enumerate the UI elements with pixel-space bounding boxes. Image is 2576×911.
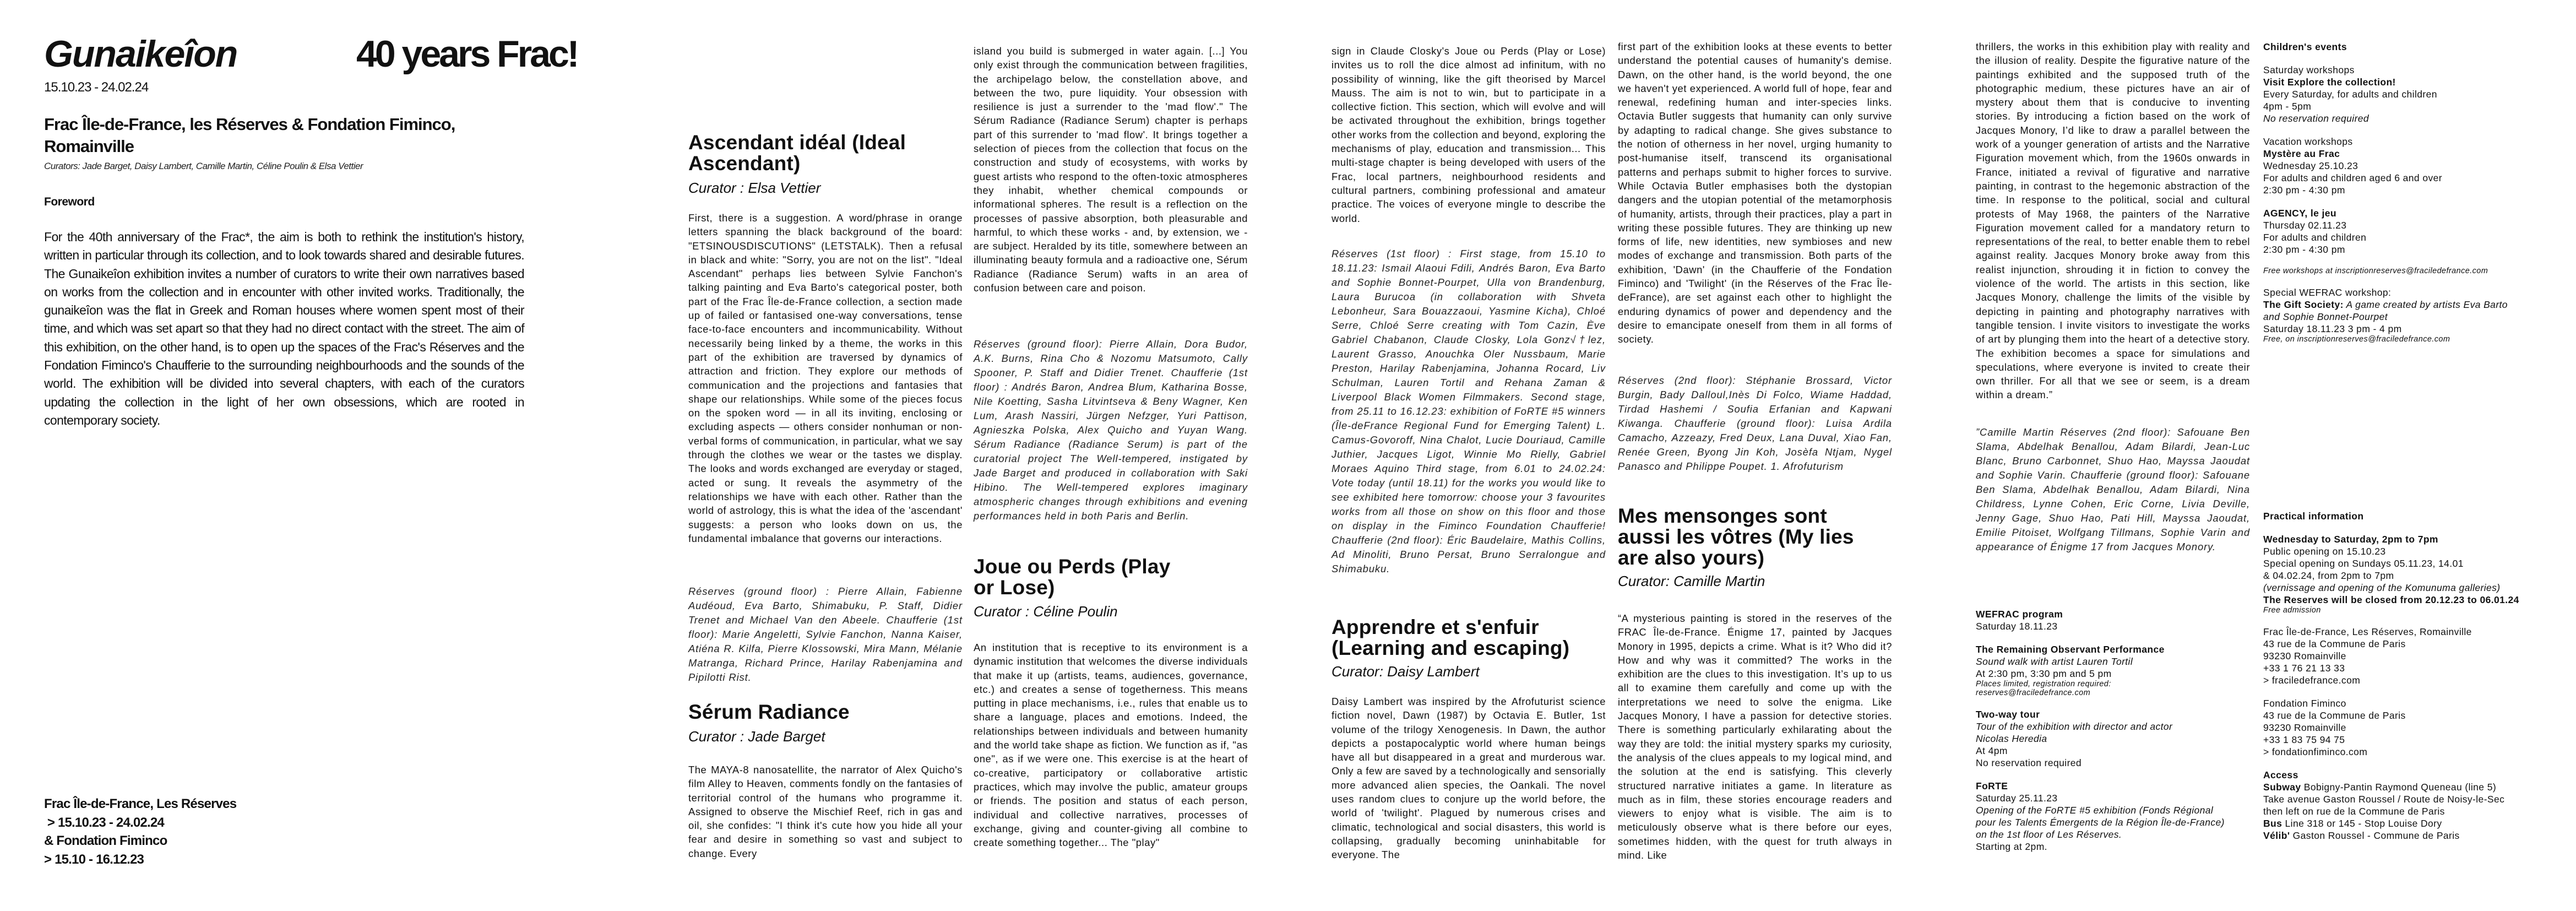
saturday-workshop-name: Visit Explore the collection! xyxy=(2263,77,2396,88)
section-heading-serum: Sérum Radiance xyxy=(688,701,850,723)
practical-information xyxy=(2263,510,2550,842)
venue-dates-footer xyxy=(44,795,236,869)
section-text-mensonges-1: “A mysterious painting is stored in the reserves of the FRAC Île-de-France. Énigme 17, painted by Jacques Monory in 1995, depicts a crime. What is it? Who did it? How and why was it committed? The works in the exhibition are the clues to this investigation. It’s up to us all to examine them carefully and come up with the interpretations we need to solve the enigma. Like Jacques Monory, I have a passion for detective stories. There is something particularly exhilarating about the way they are told: the initial mystery sparks my curiosity, the analysis of the clues appeals to my logical mind, and the solution at the end is satisfying. This cleverly structured narrative initiates a game. In literature as much as in film, these stories encourage readers and viewers to enjoy what is visible. The aim is to meticulously observe what is there before our eyes, sometimes hidden, with the quest for truth always in mind. Like xyxy=(1618,612,1892,861)
section-text-joue-2: sign in Claude Closky's Joue ou Perds (Play or Lose) invites us to roll the dice almost ad infinitum, with no possibility of winning, like the gift theorised by Marcel Mauss. The aim is not to win, but to participate in a collective fiction. This section, which will evolve and will be activated throughout the exhibition, brings together other works from the collection and beyond, exploring the mechanisms of play, education and transmission... This multi-stage chapter is being developed with users of the Frac, local partners, neighbourhood residents and cultural partners, combining professional and amateur practice. The voices of everyone mingle to describe the world. xyxy=(1332,45,1606,224)
gift-society-email-link[interactable]: Free, on inscriptionreserves@fraciledefrance.com xyxy=(2263,335,2450,344)
section-text-serum-2: island you build is submerged in water again. [...] You only exist through the communication between fragilities, the archipelago below, the constellation above, and between the two, pure liquidity. Your obsession with resilience is just a surrender to the 'mad flow'." The Sérum Radiance (Radiance Serum) chapter is perhaps part of this surrender to 'mad flow'. It brings together a selection of pieces from the collection that focus on the construction and study of ecosystems, with works by guest artists who respond to the often-toxic atmospheres they inhabit, whether chemical compounds or informational spheres. The result is a reflection on the processes of passive absorption, both pleasurable and harmful, to which these works - and, by extension, we - are subject. Heralded by its title, somewhere between an illuminating beauty formula and a radioactive one, Sérum Radiance (Radiance Serum) wafts in an area of confusion between care and poison. xyxy=(974,45,1248,294)
agency-time: 2:30 pm - 4:30 pm xyxy=(2263,244,2345,255)
section-heading-ascendant: Ascendant idéal (Ideal Ascendant) xyxy=(688,131,906,175)
tour-time: At 4pm xyxy=(1976,745,2008,756)
forte-description: pour les Talents Émergents de la Région Île-de-France) xyxy=(1976,817,2225,828)
forte-time: Starting at 2pm. xyxy=(1976,841,2047,852)
gift-society-time: Saturday 18.11.23 3 pm - 4 pm xyxy=(2263,323,2402,334)
performance-subtitle: Sound walk with artist Lauren Tortil xyxy=(1976,656,2133,667)
frac-website-link[interactable]: > fraciledefrance.com xyxy=(2263,675,2361,686)
agency-audience: For adults and children xyxy=(2263,232,2367,243)
fiminco-street: 43 rue de la Commune de Paris xyxy=(2263,710,2406,721)
wefrac-title: WEFRAC program xyxy=(1976,609,2063,620)
saturday-workshop-when: Every Saturday, for adults and children xyxy=(2263,89,2437,100)
wefrac-program xyxy=(1976,608,2250,853)
artist-credits-ascendant: Réserves (ground floor) : Pierre Allain, Fabienne Audéoud, Eva Barto, Shimabuku, P. Staff, Didier Trenet and Michael Van den Abeele. Chaufferie (1st floor): Marie Angeletti, Sylvie Fanchon, Nanna Kaiser, Atiéna R. Kilfa, Pierre Klossowski, Mira Mann, Mélanie Matranga, Richard Prince, Harilay Rabenjamina and Pipilotti Rist. xyxy=(688,585,963,683)
subway-label: Subway xyxy=(2263,782,2301,793)
performance-title: The Remaining Observant Performance xyxy=(1976,644,2165,655)
agency-name: AGENCY, le jeu xyxy=(2263,208,2336,219)
venue-heading: Frac Île-de-France, les Réserves & Fondation Fiminco, Romainville xyxy=(44,115,455,156)
tour-guide: Nicolas Heredia xyxy=(1976,733,2047,744)
footer-line: > 15.10.23 - 24.02.24 xyxy=(44,815,164,830)
gift-society-desc: A game created by artists Eva Barto xyxy=(2343,299,2508,310)
frac-phone[interactable]: +33 1 76 21 13 33 xyxy=(2263,663,2345,674)
fiminco-address-name: Fondation Fiminco xyxy=(2263,698,2346,709)
frac-street: 43 rue de la Commune de Paris xyxy=(2263,638,2406,649)
access-title: Access xyxy=(2263,769,2298,780)
section-text-joue-1: An institution that is receptive to its environment is a dynamic institution that welcomes the diverse individuals that make it up (artists, teams, audiences, governance, etc.) and creates a sense of togetherness. This means putting in place mechanisms, i.e., rules that enable us to share a language, places and emotions. Indeed, the relationships between individuals and between humanity and the world take shape as fiction. We function as if, "as one", as if we were one. This exercise is at the heart of co-creative, participatory or collaborative artistic practices, which may involve the public, amateur groups or friends. The position and status of each person, individual and collective narratives, processes of exchange, giving and counter-giving all combine to create something together... The "play" xyxy=(974,642,1248,849)
special-opening-cont: & 04.02.24, from 2pm to 7pm xyxy=(2263,570,2394,581)
vacation-workshop-time: 2:30 pm - 4:30 pm xyxy=(2263,185,2345,196)
free-workshops-email-link[interactable]: Free workshops at inscriptionreserves@fraciledefrance.com xyxy=(2263,267,2488,275)
wefrac-date: Saturday 18.11.23 xyxy=(1976,621,2058,632)
curator-mensonges: Curator: Camille Martin xyxy=(1618,573,1765,589)
vacation-workshops-title: Vacation workshops xyxy=(2263,136,2353,147)
childrens-events xyxy=(2263,41,2539,344)
velib-label: Vélib' xyxy=(2263,830,2290,841)
special-workshop-title: Special WEFRAC workshop: xyxy=(2263,287,2392,298)
saturday-workshop-time: 4pm - 5pm xyxy=(2263,101,2312,112)
section-text-apprendre-1: Daisy Lambert was inspired by the Afrofuturist science fiction novel, Dawn (1987) by Octavia E. Butler, 1st volume of the trilogy Xenogenesis. In Dawn, the author depicts a postapocalyptic world where human beings have all but disappeared in a great and murderous war. Only a few are saved by a technologically and sensorially more advanced alien species, the Oankali. The novel uses random clues to conjure up the world before, the world of 'twilight'. Plagued by numerous crises and climatic, technological and social disasters, this world is collapsing, gradually becoming uninhabitable for everyone. The xyxy=(1332,696,1606,861)
public-opening: Public opening on 15.10.23 xyxy=(2263,546,2386,557)
footer-line: > 15.10 - 16.12.23 xyxy=(44,852,144,867)
forte-description: on the 1st floor of Les Réserves. xyxy=(1976,829,2122,840)
foreword-heading: Foreword xyxy=(44,196,95,208)
saturday-workshops-title: Saturday workshops xyxy=(2263,64,2355,75)
frac-city: 93230 Romainville xyxy=(2263,650,2346,661)
exhibition-dates: 15.10.23 - 24.02.24 xyxy=(44,80,149,95)
curator-joue: Curator : Céline Poulin xyxy=(974,603,1118,620)
vacation-workshop-name: Mystère au Frac xyxy=(2263,148,2340,159)
artist-credits-mensonges: ”Camille Martin Réserves (2nd floor): Safouane Ben Slama, Abdelhak Benallou, Adam Bilardi, Jean-Luc Blanc, Bruno Carbonnet, Shuo Hao, Mayssa Jaoudat and Sophie Varin. Chaufferie (ground floor): Safouane Ben Slama, Abdelhak Benallou, Adam Bilardi, Nina Childress, Lynne Cohen, Eric Corne, Livia Deville, Jenny Gage, Shuo Hao, Pati Hill, Mayssa Jaoudat, Emilie Pitoiset, Wolfgang Tillmans, Sophie Varin and appearance of Énigme 17 from Jacques Monory. xyxy=(1976,426,2250,552)
tour-title: Two-way tour xyxy=(1976,709,2040,720)
forte-title: FoRTE xyxy=(1976,780,2008,791)
artist-credits-apprendre: Réserves (2nd floor): Stéphanie Brossard, Victor Burgin, Bady Dalloul,Inès Di Folco, Wiame Haddad, Tirdad Hashemi / Soufia Erfanian and Kapwani Kiwanga. Chaufferie (ground floor): Luisa Ardila Camacho, Azzeazy, Fred Deux, Lana Duval, Xiao Fan, Renée Green, Byong Jin Koh, Josèfa Ntjam, Nygel Panasco and Philippe Poupet. 1. Afrofuturism xyxy=(1618,375,1892,472)
curator-serum: Curator : Jade Barget xyxy=(688,728,825,745)
section-heading-joue: Joue ou Perds (Play or Lose) xyxy=(974,555,1171,599)
performance-time: At 2:30 pm, 3:30 pm and 5 pm xyxy=(1976,668,2112,679)
tour-subtitle: Tour of the exhibition with director and actor xyxy=(1976,721,2173,732)
artist-credits-joue: Réserves (1st floor) : First stage, from 15.10 to 18.11.23: Ismail Alaoui Fdili, Andrés Baron, Eva Barto and Sophie Bonnet-Pourpet, Ulla von Brandenburg, Laura Burucoa (in collaboration with Shveta Lebonheur, Sara Bouazzaoui, Yasmine Kicha), Chloé Serre, Chloé Serre creating with Tom Cazin, Ève Gabriel Chabanon, Claude Closky, Lola Gonz√†lez, Laurent Grasso, Anouchka Oler Nussbaum, Marie Preston, Harilay Rabenjamina, Johanna Rocard, Liv Schulman, Lauren Tortil and Rehana Zaman & Liverpool Black Women Filmmakers. Second stage, from 25.11 to 16.12.23: exhibition of FoRTE #5 winners (Île-deFrance Regional Fund for Emerging Talent) L. Camus-Govoroff, Nina Chalot, Lucie Douriaud, Camille Juthier, Jacques Ligot, Winnie Mo Rielly, Gabriel Moraes Aquino Third stage, from 6.01 to 24.02.24: Vote today (until 18.11) for the works you would like to see exhibited here tomorrow: choose your 3 favourites works from all those on show on this floor and those on display in the Fiminco Foundation Chaufferie! Chaufferie (2nd floor): Éric Baudelaire, Mathis Collins, Ad Minoliti, Bruno Persat, Bruno Serralongue and Shimabuku. xyxy=(1332,248,1606,574)
section-heading-apprendre: Apprendre et s'enfuir (Learning and escaping) xyxy=(1332,616,1570,659)
exhibition-subtitle: 40 years Frac! xyxy=(356,33,578,75)
vacation-workshop-date: Wednesday 25.10.23 xyxy=(2263,160,2358,171)
vacation-workshop-audience: For adults and children aged 6 and over xyxy=(2263,172,2442,183)
footer-line: Frac Île-de-France, Les Réserves xyxy=(44,796,237,811)
agency-date: Thursday 02.11.23 xyxy=(2263,220,2347,231)
section-text-serum-1: The MAYA-8 nanosatellite, the narrator of Alex Quicho's film Alley to Heaven, comments fondly on the fantasies of territorial control of the humans who programme it. Assigned to observe the Mischief Reef, rich in gas and oil, she confides: "I think it's cute how you hide all your fear and desire in something so vast and subject to change. Every xyxy=(688,764,963,859)
practical-info-title: Practical information xyxy=(2263,511,2364,522)
forte-date: Saturday 25.11.23 xyxy=(1976,793,2058,804)
closure-note: The Reserves will be closed from 20.12.23 to 06.01.24 xyxy=(2263,594,2519,605)
artist-credits-serum: Réserves (ground floor): Pierre Allain, Dora Budor, A.K. Burns, Rina Cho & Nozomu Matsumoto, Cally Spooner, P. Staff and Didier Trenet. Chaufferie (1st floor) : Andrés Baron, Andrea Blum, Katharina Bosse, Nile Koetting, Sasha Litvintseva & Beny Wagner, Ken Lum, Arash Nassiri, Jürgen Nefzger, Yuri Pattison, Agnieszka Polska, Alex Quicho and Yuyan Wang. Sérum Radiance (Radiance Serum) is part of the curatorial project The Well-tempered, instigated by Jade Barget and produced in collaboration with Saki Hibino. The Well-tempered explores imaginary atmospheric changes through exhibitions and evening performances held in both Paris and Berlin. xyxy=(974,338,1248,522)
special-opening: Special opening on Sundays 05.11.23, 14.01 xyxy=(2263,558,2464,569)
admission-note: Free admission xyxy=(2263,606,2321,615)
opening-hours: Wednesday to Saturday, 2pm to 7pm xyxy=(2263,534,2438,545)
footer-line: & Fondation Fiminco xyxy=(44,833,167,848)
saturday-workshop-note: No reservation required xyxy=(2263,113,2370,124)
fiminco-city: 93230 Romainville xyxy=(2263,722,2346,733)
registration-email-link[interactable]: reserves@fraciledefrance.com xyxy=(1976,688,2091,697)
fiminco-website-link[interactable]: > fondationfiminco.com xyxy=(2263,746,2368,757)
curator-apprendre: Curator: Daisy Lambert xyxy=(1332,663,1480,680)
gift-society-name: The Gift Society: xyxy=(2263,299,2344,310)
foreword-text: For the 40th anniversary of the Frac*, the aim is both to rethink the institution's history, written in particular through its collection, and to look towards shared and desirable futures. The Gunaikeîon exhibition invites a number of curators to write their own narratives based on works from the collection and in encounter with other invited works. Traditionally, the gunaikeîon was the flat in Greek and Roman houses where women spent most of their time, and which was set apart so that they had no direct contact with the street. The aim of this exhibition, on the other hand, is to open up the spaces of the Frac's Réserves and the Fondation Fiminco's Chaufferie to the surrounding neighbourhoods and the sounds of the world. The exhibition will be divided into several chapters, with each of the curators updating the collection in the light of her own obsessions, which are rooted in contemporary society. xyxy=(44,230,524,427)
tour-note: No reservation required xyxy=(1976,757,2082,768)
bus-label: Bus xyxy=(2263,818,2282,829)
section-text-ascendant: First, there is a suggestion. A word/phrase in orange letters spanning the black background of the board: "ETSINOUSDISCUTIONS" (LETSTALK). Then a refusal in black and white: "Sorry, you are not on the list". "Ideal Ascendant" perhaps lies between Sylvie Fanchon's talking painting and Eva Barto's categorical poster, both part of the Frac Île-de-France collection, a section made up of failed or fantasised one-way conversations, tense face-to-face encounters and incommunicability. Without necessarily being linked by a theme, the works in this part of the exhibition are traversed by dynamics of attraction and friction. They explore our methods of communication and the projections and fantasies that shape our relationships. While some of the pieces focus on the spoken word — in all its inviting, enclosing or excluding aspects — others consider nonhuman or non-verbal forms of communication, in particular, what we say through the clothes we wear or the tastes we display. The looks and words exchanged are everyday or staged, acted or sung. It reveals the asymmetry of the relationships we have with each other. Rather than the world of astrology, this is what the idea of the 'ascendant' suggests: a person who looks down on us, the fundamental imbalance that governs our interactions. xyxy=(688,212,963,544)
curator-ascendant: Curator : Elsa Vettier xyxy=(688,180,821,196)
bus-info: Line 318 or 145 - Stop Louise Dory xyxy=(2282,818,2442,829)
exhibition-title: Gunaikeîon xyxy=(44,33,237,75)
section-heading-mensonges: Mes mensonges sont aussi les vôtres (My lies are also yours) xyxy=(1618,505,1854,569)
section-text-apprendre-2: first part of the exhibition looks at these events to better understand the potential causes of humanity's demise. Dawn, on the other hand, is the world beyond, the one we haven't yet experienced. A world full of hope, fear and renewal, redefining human and inter-species links. Octavia Butler suggests that humanity can only survive by adapting to radical change. She gives substance to the notion of otherness in her novel, urging humanity to post-humanise itself, transcend its organisational patterns and perhaps submit to higher forces to survive. While Octavia Butler emphasises both the dystopian dangers and the utopian potential of the metamorphosis of humanity, artists, through their practices, play a part in writing these possible futures. They are thinking up new forms of life, new identities, new symbioses and new modes of exchange and transmission. Both parts of the exhibition, 'Dawn' (in the Chaufferie of the Fondation Fiminco) and 'Twilight' (in the Réserves of the Frac Île-deFrance), are set against each other to highlight the enduring dynamics of power and dependency and the desire to emancipate oneself from them in all forms of society. xyxy=(1618,41,1892,345)
fiminco-phone[interactable]: +33 1 83 75 94 75 xyxy=(2263,734,2345,745)
children-events-title: Children's events xyxy=(2263,41,2347,52)
frac-address-name: Frac Île-de-France, Les Réserves, Romainville xyxy=(2263,626,2472,637)
vernissage-note: (vernissage and opening of the Komunuma galleries) xyxy=(2263,582,2501,593)
subway-directions: then left on rue de la Commune de Paris xyxy=(2263,806,2445,817)
performance-note: Places limited, registration required: xyxy=(1976,680,2111,688)
velib-info: Gaston Roussel - Commune de Paris xyxy=(2290,830,2460,841)
subway-directions: Take avenue Gaston Roussel / Route de Noisy-le-Sec xyxy=(2263,794,2505,805)
forte-description: Opening of the FoRTE #5 exhibition (Fonds Régional xyxy=(1976,805,2214,816)
gift-society-artists: and Sophie Bonnet-Pourpet xyxy=(2263,311,2388,322)
subway-info: Bobigny-Pantin Raymond Queneau (line 5) xyxy=(2301,782,2497,793)
curators-line: Curators: Jade Barget, Daisy Lambert, Camille Martin, Céline Poulin & Elsa Vettier xyxy=(44,161,363,171)
section-text-mensonges-2: thrillers, the works in this exhibition play with reality and the illusion of reality. Despite the figurative nature of the paintings exhibited and the supposed truth of the photographic medium, these pictures have an air of mystery about them that is conducive to inventing stories. By introducing a fiction based on the work of Jacques Monory, I’d like to draw a parallel between the work of a younger generation of artists and the Narrative Figuration movement which, from the 1960s onwards in France, initiated a revival of figurative and narrative painting, in contrast to the hegemonic abstraction of the time. In response to the political, social and cultural protests of May 1968, the painters of the Narrative Figuration movement called for a mandatory return to representations of the real, to better enable them to rebel against reality. Jacques Monory broke away from this realist injunction, shrouding it in fiction to convey the violence of the world. The artists in this section, like Jacques Monory, challenge the limits of the visible by depicting in painting and photography narratives with tangible tension. I invite visitors to investigate the works of art by plunging them into the heart of a detective story. The exhibition becomes a space for simulations and speculations, where everyone is invited to create their own thriller. For all that we see or seem, is a dream within a dream.” xyxy=(1976,41,2250,401)
